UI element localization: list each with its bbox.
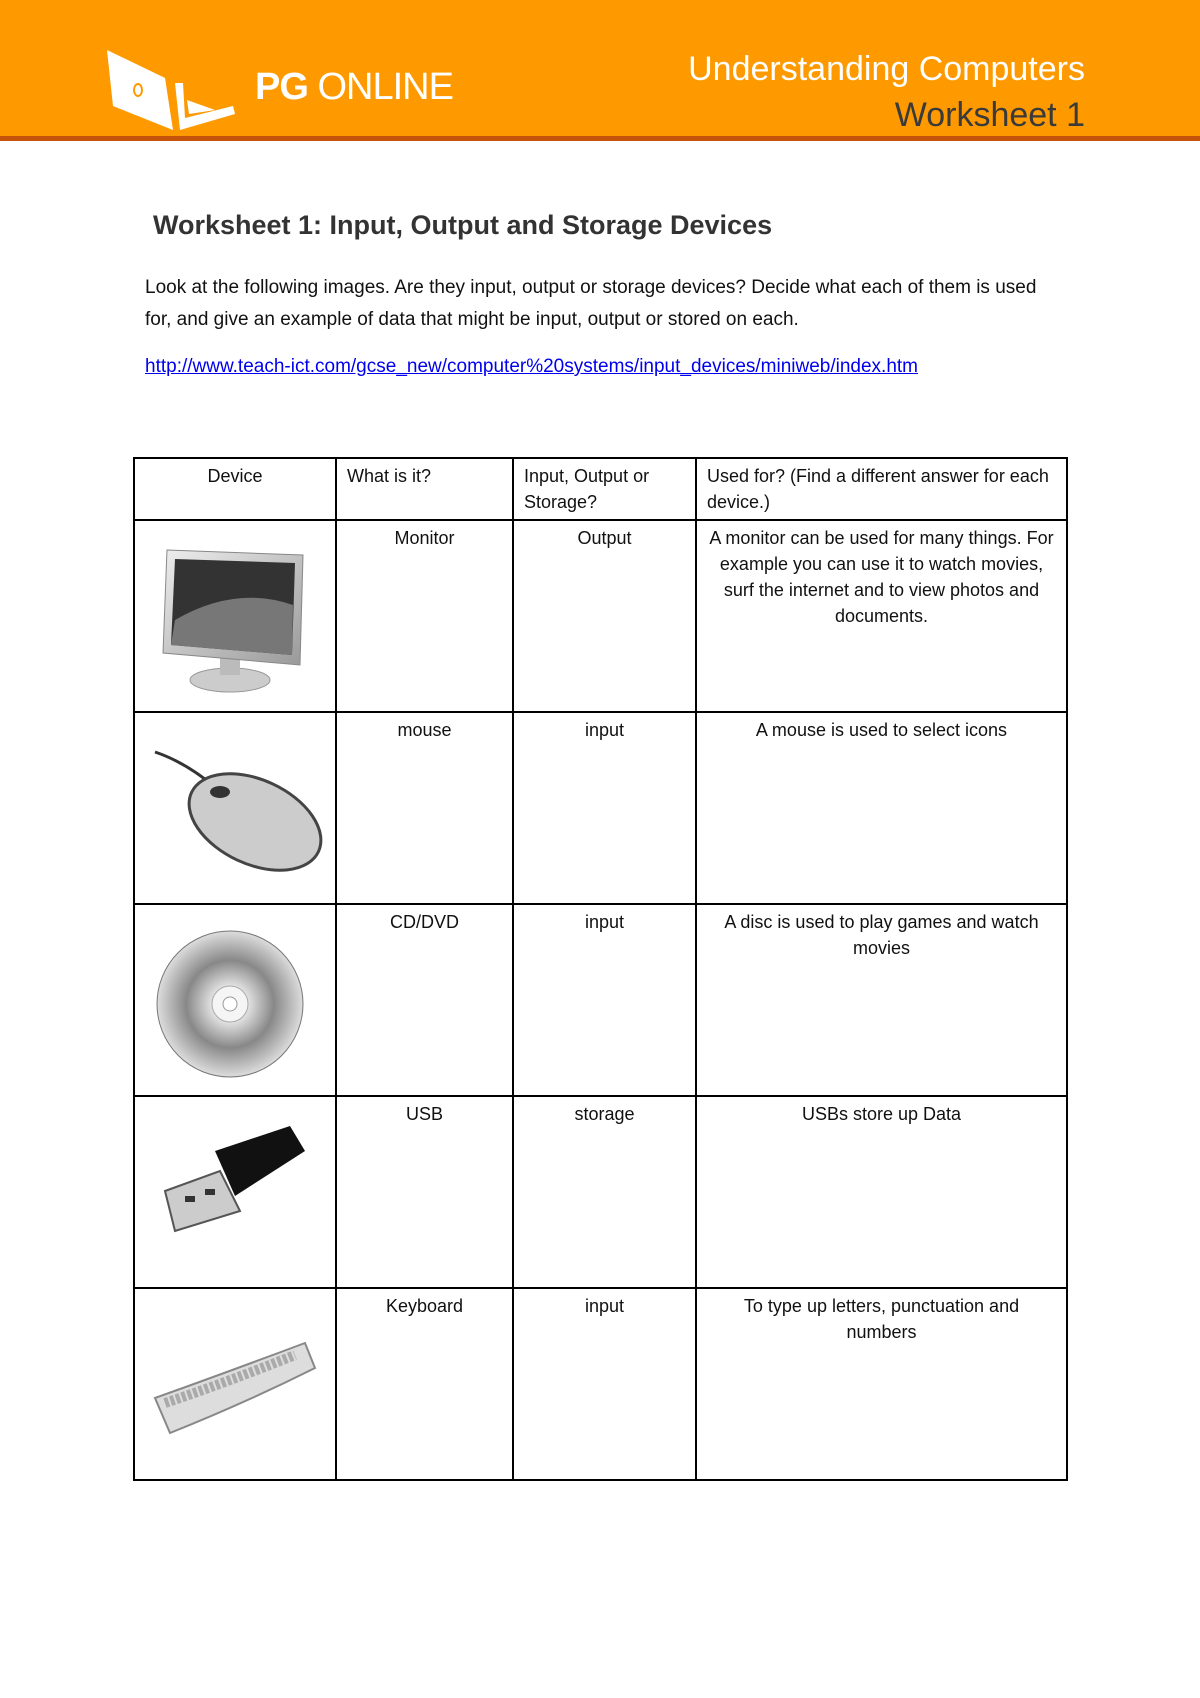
monitor-icon bbox=[145, 525, 315, 700]
keyboard-icon bbox=[145, 1293, 320, 1468]
devices-table bbox=[133, 457, 1068, 1481]
device-image-cell bbox=[134, 904, 336, 1096]
page-title: Worksheet 1: Input, Output and Storage Devices bbox=[153, 210, 773, 240]
device-image-cell bbox=[134, 1096, 336, 1288]
header-subtitle: Worksheet 1 bbox=[894, 96, 1085, 134]
table-row bbox=[134, 712, 1067, 904]
use-cell: A disc is used to play games and watch movies bbox=[696, 904, 1067, 1096]
header-what: What is it? bbox=[336, 458, 513, 520]
intro-text: Look at the following images. Are they input, output or storage devices? Decide what each of them is used for, and give an example of data that might be input, output or stored on each. bbox=[145, 277, 1037, 330]
brand-name bbox=[255, 66, 453, 109]
use-cell: To type up letters, punctuation and numbers bbox=[696, 1288, 1067, 1480]
table-header-row bbox=[134, 458, 1067, 520]
device-image-cell bbox=[134, 712, 336, 904]
type-cell: storage bbox=[513, 1096, 696, 1288]
what-cell: Monitor bbox=[336, 520, 513, 712]
reference-link[interactable]: http://www.teach-ict.com/gcse_new/computer%20systems/input_devices/miniweb/index.htm bbox=[145, 356, 919, 377]
type-cell: input bbox=[513, 904, 696, 1096]
brand-rest: ONLINE bbox=[317, 66, 453, 108]
what-cell: CD/DVD bbox=[336, 904, 513, 1096]
use-cell: A monitor can be used for many things. For example you can use it to watch movies, surf the internet and to view photos and documents. bbox=[696, 520, 1067, 712]
type-cell: input bbox=[513, 712, 696, 904]
use-cell: A mouse is used to select icons bbox=[696, 712, 1067, 904]
what-cell: USB bbox=[336, 1096, 513, 1288]
table-row bbox=[134, 904, 1067, 1096]
brand-bold: PG bbox=[255, 66, 308, 108]
pg-online-logo-icon bbox=[105, 48, 240, 133]
use-cell: USBs store up Data bbox=[696, 1096, 1067, 1288]
header-banner bbox=[0, 0, 1200, 141]
device-image-cell bbox=[134, 1288, 336, 1480]
usb-icon bbox=[145, 1101, 315, 1276]
header-type: Input, Output or Storage? bbox=[513, 458, 696, 520]
what-cell: Keyboard bbox=[336, 1288, 513, 1480]
header-use: Used for? (Find a different answer for each device.) bbox=[696, 458, 1067, 520]
header-title: Understanding Computers bbox=[688, 50, 1085, 88]
mouse-icon bbox=[145, 717, 325, 892]
table-row bbox=[134, 1096, 1067, 1288]
disc-icon bbox=[145, 909, 315, 1084]
table-row bbox=[134, 1288, 1067, 1480]
type-cell: input bbox=[513, 1288, 696, 1480]
device-image-cell bbox=[134, 520, 336, 712]
header-device: Device bbox=[134, 458, 336, 520]
type-cell: Output bbox=[513, 520, 696, 712]
table-row bbox=[134, 520, 1067, 712]
what-cell: mouse bbox=[336, 712, 513, 904]
